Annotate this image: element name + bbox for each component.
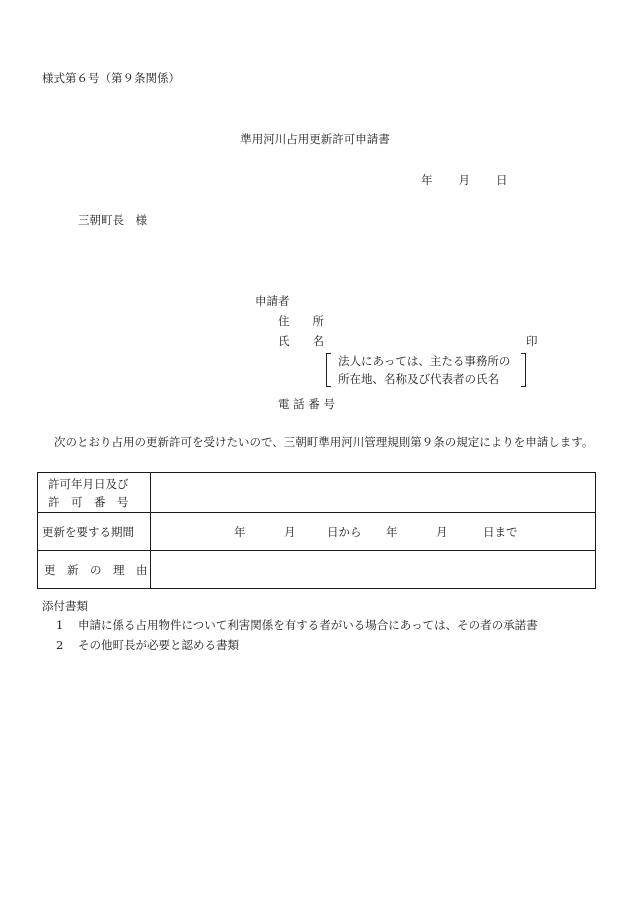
phone-label: 電 話 番 号 — [278, 397, 335, 411]
attachment-text: その他町長が必要と認める書類 — [78, 638, 239, 652]
attachment-item — [56, 617, 538, 633]
period-month-2: 月 — [436, 524, 448, 539]
form-number: 様式第６号（第９条関係） — [42, 71, 180, 85]
corporate-note-bracket — [326, 352, 526, 388]
seal-mark: 印 — [526, 334, 538, 348]
date-day: 日 — [496, 173, 508, 187]
addressee: 三朝町長 様 — [78, 213, 147, 227]
table-row — [38, 473, 596, 513]
date-line — [421, 172, 508, 188]
period-year-2: 年 — [386, 524, 398, 539]
period-day-to: 日まで — [483, 524, 518, 539]
attachment-text: 申請に係る占用物件について利害関係を有する者がいる場合にあっては、その者の承諾書 — [78, 618, 538, 632]
applicant-heading: 申請者 — [255, 294, 290, 308]
permit-date-label — [38, 473, 151, 513]
period-month-1: 月 — [284, 524, 296, 539]
document-title: 準用河川占用更新許可申請書 — [240, 132, 390, 146]
address-label: 住 所 — [278, 314, 324, 328]
attachment-number: 2 — [56, 638, 64, 652]
attachment-item — [56, 637, 239, 653]
bracket-left — [326, 353, 331, 387]
renewal-reason-cell[interactable] — [151, 551, 596, 589]
attachment-number: 1 — [56, 618, 64, 632]
table-row — [38, 551, 596, 589]
permit-date-value-cell[interactable] — [151, 473, 596, 513]
permit-date-label-line2: 許 可 番 号 — [48, 494, 129, 509]
corporate-note-line1: 法人にあっては、主たる事務所の — [338, 354, 511, 368]
application-table — [37, 472, 596, 589]
permit-date-label-line1: 許可年月日及び — [48, 476, 129, 491]
renewal-period-label: 更新を要する期間 — [38, 513, 151, 551]
application-statement: 次のとおり占用の更新許可を受けたいので、三朝町準用河川管理規則第９条の規定によりを申請します。 — [54, 435, 594, 449]
period-year-1: 年 — [234, 524, 246, 539]
period-day-from: 日から — [327, 524, 362, 539]
attachments-heading: 添付書類 — [42, 599, 88, 613]
renewal-reason-label: 更 新 の 理 由 — [38, 551, 151, 589]
table-row — [38, 513, 596, 551]
renewal-period-cell[interactable] — [151, 513, 596, 551]
corporate-note-line2: 所在地、名称及び代表者の氏名 — [338, 372, 499, 386]
date-year: 年 — [421, 173, 433, 187]
name-label: 氏 名 — [278, 334, 324, 348]
date-month: 月 — [458, 173, 470, 187]
bracket-right — [521, 353, 526, 387]
